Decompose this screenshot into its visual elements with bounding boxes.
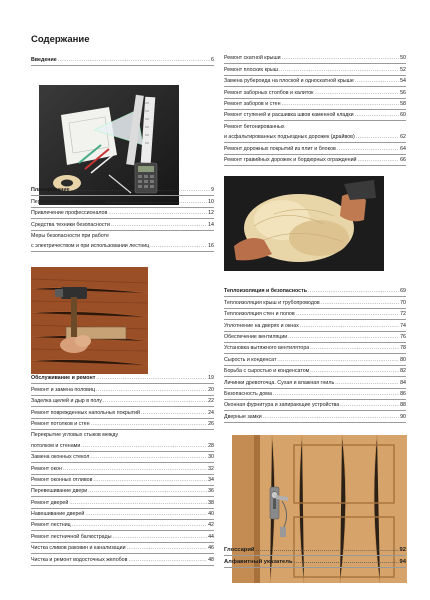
- toc-entry[interactable]: [224, 53, 406, 64]
- toc-section-heading[interactable]: [224, 286, 406, 297]
- toc-left-column: [31, 55, 214, 575]
- toc-leader-dots: [300, 323, 399, 329]
- toc-entry[interactable]: [224, 76, 406, 87]
- toc-entry[interactable]: [224, 132, 406, 143]
- toc-entry-title: Ремонт бетонированных: [224, 123, 285, 130]
- toc-entry[interactable]: [31, 531, 214, 542]
- toc-entry[interactable]: [31, 475, 214, 486]
- toc-entry[interactable]: [224, 354, 406, 365]
- toc-entry[interactable]: [224, 64, 406, 75]
- toc-entry[interactable]: [31, 384, 214, 395]
- toc-entry-title: Ремонт дверей: [31, 499, 69, 506]
- toc-entry-page: 58: [400, 100, 406, 107]
- toc-leader-dots: [72, 522, 207, 528]
- page-title: Содержание: [31, 34, 90, 45]
- toc-entry-page: 42: [208, 522, 214, 529]
- toc-entry-page: 76: [400, 333, 406, 340]
- toc-entry[interactable]: [224, 121, 406, 131]
- toc-section-back-matter: [224, 545, 406, 568]
- toc-entry-page: 69: [400, 288, 406, 295]
- toc-section-planning: [31, 185, 214, 252]
- toc-entry[interactable]: [224, 366, 406, 377]
- hammer-flooring-photo: [31, 267, 148, 374]
- toc-entry-page: 34: [208, 476, 214, 483]
- toc-entry-title: Ремонт заборов и стен: [224, 100, 281, 107]
- toc-entry-title: Перевешивание двери: [31, 488, 88, 495]
- toc-entry-page: 14: [208, 221, 214, 228]
- toc-entry-page: 22: [208, 398, 214, 405]
- toc-entry-page: 6: [211, 57, 214, 64]
- toc-entry-title: Меры безопасности при работе: [31, 232, 109, 239]
- toc-entry-page: 10: [208, 198, 214, 205]
- toc-entry-title: Ремонт заборных столбов и калиток: [224, 89, 314, 96]
- toc-leader-dots: [150, 243, 207, 249]
- toc-entry-title: Чистка сливов раковин и канализации: [31, 545, 126, 552]
- toc-entry-title: Привлечение профессионалов: [31, 210, 108, 217]
- toc-leader-dots: [90, 454, 207, 460]
- toc-leader-dots: [103, 398, 207, 404]
- toc-leader-dots: [279, 67, 399, 73]
- toc-entry-title: Перспективное планирование: [31, 198, 106, 205]
- toc-entry-page: 26: [208, 420, 214, 427]
- toc-entry-page: 70: [400, 299, 406, 306]
- toc-leader-dots: [81, 443, 207, 449]
- toc-leader-dots: [96, 387, 207, 393]
- toc-entry-title: Введение: [31, 57, 57, 64]
- toc-entry-page: 52: [400, 66, 406, 73]
- toc-leader-dots: [127, 545, 208, 551]
- toc-entry-page: 86: [400, 390, 406, 397]
- toc-entry-title: Ремонт потолков и стен: [31, 420, 90, 427]
- toc-entry[interactable]: [31, 543, 214, 554]
- toc-leader-dots: [340, 402, 399, 408]
- toc-entry-page: 12: [208, 210, 214, 217]
- toc-entry-page: 80: [400, 356, 406, 363]
- toc-entry[interactable]: [224, 556, 406, 567]
- toc-entry-title: Ремонт и замена половиц: [31, 386, 95, 393]
- toc-entry-title: Планирование: [31, 187, 70, 194]
- toc-entry-page: 90: [400, 413, 406, 420]
- toc-entry[interactable]: [31, 486, 214, 497]
- toc-entry-title: Теплоизоляция стен и полов: [224, 311, 295, 318]
- toc-entry[interactable]: [31, 55, 214, 66]
- toc-entry-title: и асфальтированных подъездных дорожек (драйвов): [224, 134, 355, 141]
- toc-leader-dots: [93, 477, 207, 483]
- toc-entry[interactable]: [224, 99, 406, 110]
- toc-entry[interactable]: [224, 343, 406, 354]
- toc-entry-page: 46: [208, 545, 214, 552]
- toc-entry-title: Обеспечение вентиляции: [224, 333, 288, 340]
- toc-entry[interactable]: [224, 320, 406, 331]
- toc-entry-title: Оконная фурнитура и запирающие устройства: [224, 402, 340, 409]
- toc-entry-title: Глоссарий: [224, 547, 255, 554]
- toc-entry-title: Теплоизоляция и безопасность: [224, 288, 307, 295]
- toc-entry[interactable]: [31, 509, 214, 520]
- toc-leader-dots: [282, 55, 400, 61]
- toc-leader-dots: [294, 559, 399, 565]
- toc-entry[interactable]: [31, 430, 214, 440]
- toc-entry-page: 50: [400, 55, 406, 62]
- toc-entry-page: 94: [399, 558, 406, 565]
- toc-leader-dots: [355, 112, 399, 118]
- toc-entry-title: Ремонт лестничной балюстрады: [31, 533, 112, 540]
- toc-entry-title: Ремонт поврежденных напольных покрытий: [31, 409, 140, 416]
- toc-entry-title: Уплотнение на дверях и окнах: [224, 322, 299, 329]
- toc-entry-title: Ремонт плоских крыш: [224, 66, 278, 73]
- toc-leader-dots: [355, 78, 399, 84]
- toc-entry[interactable]: [224, 155, 406, 166]
- toc-leader-dots: [128, 557, 207, 563]
- toc-leader-dots: [337, 146, 399, 152]
- toc-leader-dots: [63, 466, 207, 472]
- toc-entry[interactable]: [224, 297, 406, 308]
- toc-leader-dots: [356, 134, 399, 140]
- toc-section-heading[interactable]: [31, 373, 214, 384]
- toc-leader-dots: [277, 357, 399, 363]
- toc-entry[interactable]: [31, 231, 214, 241]
- toc-entry-title: Дверные замки: [224, 413, 262, 420]
- toc-leader-dots: [273, 391, 399, 397]
- toc-entry-title: Алфавитный указатель: [224, 558, 293, 565]
- toc-entry-title: с электричеством и при использовании лестниц: [31, 243, 150, 250]
- toc-right-column: [224, 55, 406, 575]
- toc-entry-title: Ремонт гравийных дорожек и бордюрных ограждений: [224, 156, 357, 163]
- toc-entry-page: 62: [400, 134, 406, 141]
- toc-leader-dots: [108, 210, 207, 216]
- toc-entry-title: Ремонт окон: [31, 465, 62, 472]
- toc-entry[interactable]: [224, 332, 406, 343]
- toc-entry-title: Теплоизоляция крыш и трубопроводов: [224, 299, 320, 306]
- toc-entry-title: Сырость и конденсат: [224, 356, 277, 363]
- toc-entry-title: Установка вытяжного вентилятора: [224, 345, 310, 352]
- toc-entry-page: 78: [400, 345, 406, 352]
- toc-leader-dots: [321, 300, 399, 306]
- toc-entry-title: Замена оконных стекол: [31, 454, 90, 461]
- toc-leader-dots: [85, 511, 207, 517]
- toc-entry-page: 74: [400, 322, 406, 329]
- toc-entry-page: 92: [399, 547, 406, 554]
- toc-leader-dots: [263, 414, 399, 420]
- toc-leader-dots: [91, 421, 208, 427]
- toc-leader-dots: [69, 500, 207, 506]
- toc-entry-page: 36: [208, 488, 214, 495]
- toc-leader-dots: [308, 288, 399, 294]
- toc-entry[interactable]: [224, 389, 406, 400]
- toc-entry-page: 60: [400, 112, 406, 119]
- toc-entry[interactable]: [31, 407, 214, 418]
- toc-leader-dots: [255, 547, 398, 553]
- toc-entry-title: Борьба с сыростью и конденсатом: [224, 368, 310, 375]
- insulation-hands-photo: [224, 176, 384, 271]
- toc-leader-dots: [296, 311, 399, 317]
- toc-section-intro: [31, 55, 214, 66]
- toc-entry-page: 64: [400, 145, 406, 152]
- toc-entry-page: 19: [208, 375, 214, 382]
- toc-entry-page: 72: [400, 311, 406, 318]
- toc-entry-page: 66: [400, 156, 406, 163]
- toc-leader-dots: [111, 222, 207, 228]
- toc-entry[interactable]: [224, 400, 406, 411]
- toc-entry-page: 30: [208, 454, 214, 461]
- toc-entry-title: Навешивание дверей: [31, 511, 85, 518]
- toc-entry-title: Заделка щелей и дыр в полу: [31, 398, 102, 405]
- toc-entry-title: Средства техники безопасности: [31, 221, 110, 228]
- toc-entry-page: 28: [208, 442, 214, 449]
- toc-leader-dots: [310, 345, 399, 351]
- toc-entry[interactable]: [224, 143, 406, 154]
- toc-section-insulation: [224, 286, 406, 423]
- toc-entry-page: 48: [208, 556, 214, 563]
- toc-entry-page: 54: [400, 78, 406, 85]
- toc-leader-dots: [88, 488, 207, 494]
- toc-leader-dots: [96, 375, 207, 381]
- toc-entry[interactable]: [31, 208, 214, 219]
- toc-entry[interactable]: [31, 452, 214, 463]
- toc-entry-title: Замена рубероида на плоской и односкатной крыше: [224, 78, 354, 85]
- toc-leader-dots: [358, 157, 400, 163]
- toc-entry[interactable]: [31, 520, 214, 531]
- toc-section-heading[interactable]: [31, 185, 214, 196]
- toc-entry-page: 20: [208, 386, 214, 393]
- toc-entry-page: 32: [208, 465, 214, 472]
- toc-entry-title: Ремонт ступеней и расшивка швов каменной кладки: [224, 112, 354, 119]
- toc-section-exterior: [224, 53, 406, 166]
- toc-leader-dots: [71, 187, 210, 193]
- toc-entry-page: 88: [400, 402, 406, 409]
- toc-leader-dots: [113, 534, 208, 540]
- toc-entry[interactable]: [31, 463, 214, 474]
- toc-entry-page: 24: [208, 409, 214, 416]
- toc-leader-dots: [310, 368, 399, 374]
- toc-entry-page: 82: [400, 368, 406, 375]
- toc-entry[interactable]: [224, 110, 406, 121]
- toc-entry-title: Ремонт оконных отливов: [31, 476, 93, 483]
- toc-entry-title: Ремонт лестниц: [31, 522, 71, 529]
- toc-entry[interactable]: [224, 309, 406, 320]
- toc-entry-title: Обслуживание и ремонт: [31, 375, 96, 382]
- toc-leader-dots: [335, 380, 399, 386]
- toc-section-repair: [31, 373, 214, 566]
- toc-entry[interactable]: [31, 554, 214, 565]
- toc-entry-page: 9: [211, 187, 214, 194]
- toc-entry-title: Перекрытие угловых стыков между: [31, 432, 119, 439]
- toc-entry[interactable]: [31, 440, 214, 451]
- toc-entry[interactable]: [31, 219, 214, 230]
- toc-entry[interactable]: [224, 411, 406, 422]
- toc-leader-dots: [288, 334, 399, 340]
- toc-leader-dots: [141, 410, 207, 416]
- toc-entry[interactable]: [224, 377, 406, 388]
- toc-entry-page: 16: [208, 243, 214, 250]
- toc-entry-title: Личинки древоточца. Сухая и влажная гниль: [224, 379, 335, 386]
- toc-entry-title: Чистка и ремонт водосточных желобов: [31, 556, 128, 563]
- toc-entry[interactable]: [31, 419, 214, 430]
- toc-entry[interactable]: [31, 196, 214, 207]
- toc-entry[interactable]: [224, 545, 406, 556]
- toc-entry[interactable]: [224, 87, 406, 98]
- toc-entry[interactable]: [31, 497, 214, 508]
- toc-entry-page: 56: [400, 89, 406, 96]
- toc-leader-dots: [315, 90, 400, 96]
- toc-leader-dots: [106, 199, 207, 205]
- toc-entry-page: 40: [208, 511, 214, 518]
- toc-entry-page: 38: [208, 499, 214, 506]
- toc-entry[interactable]: [31, 396, 214, 407]
- toc-entry-title: потолком и стенами: [31, 442, 81, 449]
- toc-leader-dots: [282, 101, 400, 107]
- toc-entry-page: 84: [400, 379, 406, 386]
- toc-entry-page: 44: [208, 533, 214, 540]
- toc-entry-title: Ремонт дорожных покрытий из плит и блоков: [224, 145, 336, 152]
- toc-entry-title: Безопасность дома: [224, 390, 272, 397]
- toc-leader-dots: [58, 57, 210, 63]
- toc-entry[interactable]: [31, 241, 214, 252]
- toc-entry-title: Ремонт скатной крыши: [224, 55, 281, 62]
